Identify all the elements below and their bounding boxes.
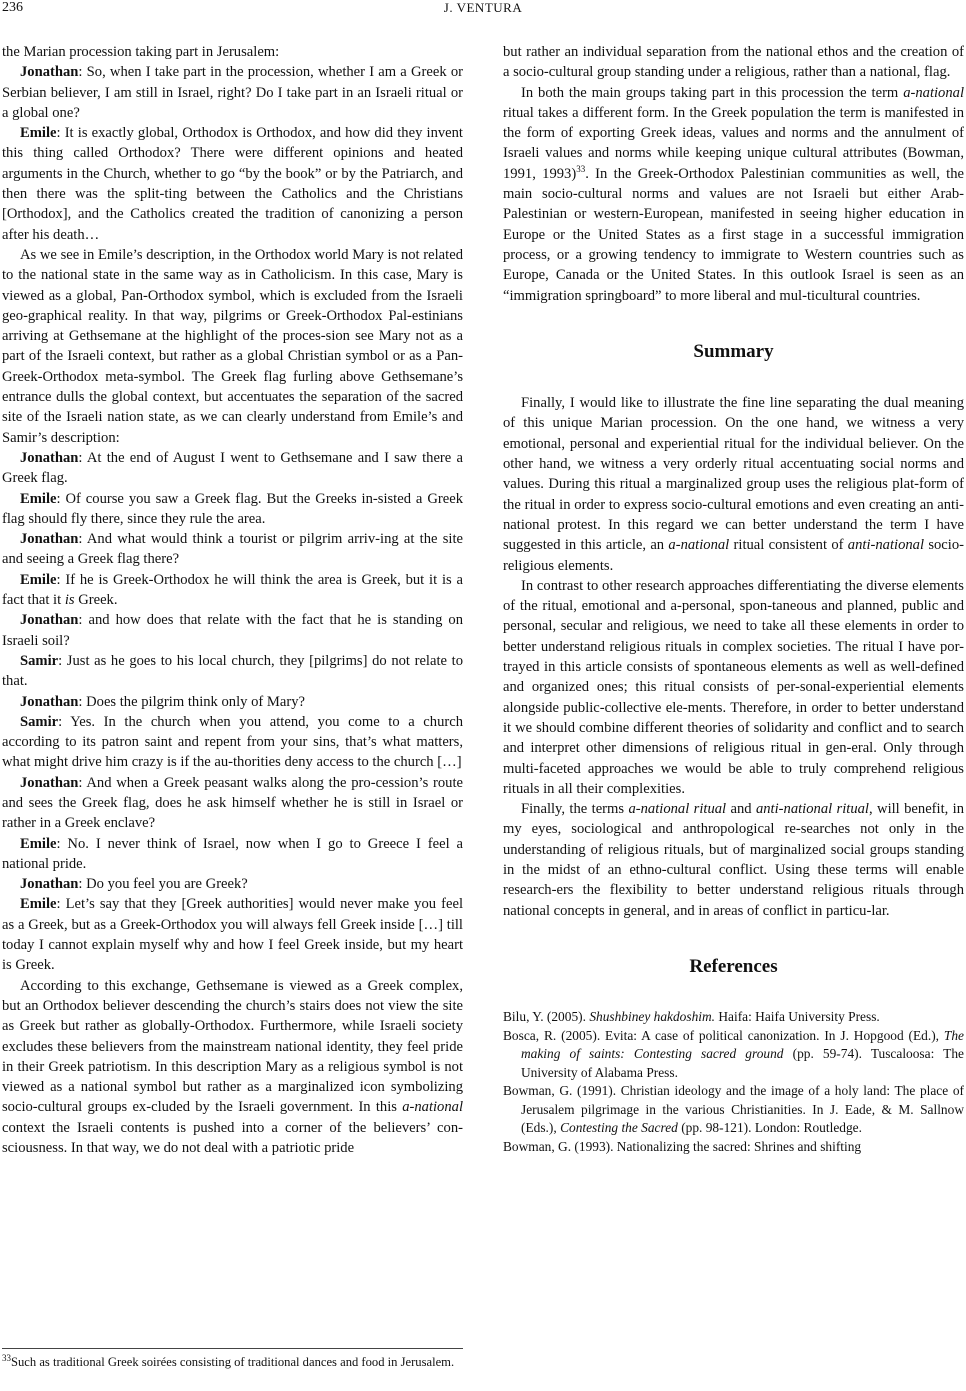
dialogue-line (2, 529, 463, 570)
speaker-name: Jonathan (20, 449, 79, 466)
page-header (0, 0, 966, 22)
paragraph (503, 83, 964, 306)
paragraph: the Marian procession taking part in Jerusalem: (2, 44, 280, 60)
paragraph-text: In both the main groups taking part in this procession the term (521, 84, 904, 101)
dialogue-text: : Yes. In the church when you attend, you come to a church according to its patron saint and repent from your sins, that’s what matters, what might drive him crazy is if the au-thorities deny access to the church […] (2, 713, 463, 771)
italic-text: a-national (903, 84, 964, 101)
reference-title: Shushbiney hakdoshim. (589, 1009, 716, 1025)
dialogue-line (2, 834, 463, 875)
reference-entry: Bowman, G. (1993). Nationalizing the sacred: Shrines and shifting (503, 1138, 862, 1154)
dialogue-text: : It is exactly global, Orthodox is Orthodox, and how did they invent this thing called Orthodox? There were different opinions and heated arguments in the Church, whether to go “by the book” or by the Patriarch, and then there was the split-ting between the Catholics and the Christians [Orthodox], and the Catholics created the tradition of canonizing a person after his death… (2, 125, 463, 243)
speaker-name: Emile (20, 125, 57, 142)
paragraph-text: ritual consistent of (729, 537, 848, 554)
dialogue-line (2, 610, 463, 651)
dialogue-text: : Let’s say that they [Greek authorities] would never make you feel as a Greek, but as a Greek-Orthodox you will always fell Greek inside […] till today I cannot explain myself why and how I feel Greek inside, but my heart is Greek. (2, 896, 463, 974)
dialogue-text: : Does the pilgrim think only of Mary? (78, 693, 305, 710)
dialogue-text: : No. I never think of Israel, now when I go to Greece I feel a national pride. (2, 835, 463, 872)
dialogue-text: : Just as he goes to his local church, they [pilgrims] do not relate to that. (2, 652, 463, 690)
left-column (2, 42, 463, 1158)
dialogue-text: : Of course you saw a Greek flag. But the Greeks in-sisted a Greek flag should fly there, since they rule the area. (2, 490, 463, 527)
paragraph: In contrast to other research approaches differentiating the diverse elements of the ritual, emotional and a-personal, spon-taneous and planned, public and personal, secular and religious, we need to take all these elements in order to better understand religious rituals in complex societies. The ritual I have por-trayed in this article consists of spontaneous elements as well as well-defined and organized ones; this ritual consists of per-sonal-experiential elements alongside public-collective ele-ments. Therefore, in order to better understand it we should combine different theories of solidarity and conflict and to search and interpret other dimensions of religious ritual in gen-eral. Only through multi-faceted approaches we would be able to truly comprehend religious rituals in all their complexities. (503, 577, 964, 797)
speaker-name: Jonathan (20, 774, 79, 791)
reference-text: Haifa: Haifa University Press. (715, 1009, 880, 1025)
paragraph (503, 799, 964, 921)
dialogue-line (2, 894, 463, 975)
speaker-name: Emile (20, 571, 57, 588)
reference-entry (503, 1082, 964, 1138)
footnote-marker: 33 (576, 163, 586, 174)
paragraph-text: Finally, I would like to illustrate the fine line separating the dual meaning of this unique Marian procession. On the one hand, we witness a very emotional, personal and experiential ritual for the individual believer. On the other hand, we witness a very orderly ritual accentuating social norms and values. During this ritual a marginalized group uses the religious plat-form of the ritual in order to express socio-cultural emotions and even creating an anti-national protest. In this regard we can better understand the term I have suggested in this article, an (503, 395, 964, 554)
paragraph-text: Finally, the terms (521, 801, 629, 818)
paragraph: but rather an individual separation from the national ethos and the creation of a socio-cultural group standing under a religious, rather than a national, flag. (503, 44, 964, 81)
dialogue-line (2, 651, 463, 692)
paragraph-text: and (726, 801, 756, 818)
dialogue-line (2, 489, 463, 530)
dialogue-line (2, 570, 463, 611)
footnote-text: Such as traditional Greek soirées consisting of traditional dances and food in Jerusalem. (11, 1355, 455, 1369)
speaker-name: Jonathan (20, 693, 79, 710)
speaker-name: Jonathan (20, 64, 79, 81)
dialogue-line (2, 123, 463, 245)
paragraph-text: context the Israeli contents is pushed into a corner of the believers’ con-sciousness. In that way, we do not deal with a patriotic pride (2, 1119, 463, 1157)
dialogue-text: : And when a Greek peasant walks along the pro-cession’s route and sees the Greek flag, does he ask himself whether he is still in Israel or rather in a Greek enclave? (2, 774, 463, 832)
paragraph-text: , will benefit, in my eyes, sociological and anthropological re-searches not only in the understanding of religious rituals, but of marginalized social groups standing in the midst of an ethno-cultural conflict. Using these terms will enable research-ers the flexibility to better understand religious rituals through national concepts in general, and in areas of conflict in particu-lar. (503, 801, 965, 919)
italic-text: is (64, 592, 75, 609)
paragraph: As we see in Emile’s description, in the Orthodox world Mary is not related to the national state in the same way as in Catholicism. In this case, Mary is viewed as a global, Pan-Orthodox symbol, which is excluded from the Israeli geo-graphical reality. In that way, pilgrims or Greek-Orthodox Pal-estinians arriving at Gethsemane at the highlight of the proces-sion see Mary not as a part of the Israeli context, but rather as a global Christian symbol or as a Pan-Greek-Orthodox meta-symbol. The Greek flag furling above Gethsemane’s entrance dulls the global context, but accentuates the separation of the sacred site of the Israeli nation state, as we can clearly understand from Emile’s and Samir’s description: (2, 246, 463, 446)
right-column (503, 42, 964, 1156)
footnote-number: 33 (2, 1352, 11, 1363)
speaker-name: Emile (20, 835, 57, 852)
footnote (2, 1353, 463, 1371)
italic-text: a-national (668, 537, 730, 554)
reference-title: The making of saints: Contesting sacred ground (521, 1027, 964, 1062)
dialogue-line (2, 62, 463, 123)
dialogue-text: : and how does that relate with the fact that he is standing on Israeli soil? (2, 612, 463, 649)
reference-text: (pp. 59-74). Tuscaloosa: The University of Alabama Press. (521, 1046, 964, 1080)
italic-text: a-national ritual (628, 801, 727, 818)
reference-text: (pp. 98-121). London: Routledge. (677, 1120, 862, 1136)
speaker-name: Emile (20, 896, 57, 913)
dialogue-text: : And what would think a tourist or pilgrim arriv-ing at the site and seeing a Greek flag there? (2, 531, 463, 568)
dialogue-line (2, 692, 463, 712)
paragraph-text: According to this exchange, Gethsemane is viewed as a Greek complex, but an Orthodox believer descending the church’s stairs does not view the site as Greek but rather as globally-Orthodox. Furthermore, while Israeli society excludes these believers from the mainstream national identity, they feel pride in their Greek patriotism. In this description Mary as a religious symbol is not viewed as a national symbol but rather as a marginalized icon symbolizing socio-cultural groups ex-cluded by the Israeli government. In this (2, 977, 463, 1116)
dialogue-line (2, 874, 463, 894)
paragraph (2, 976, 463, 1159)
speaker-name: Emile (20, 490, 57, 507)
paragraph (503, 393, 964, 576)
footnote-divider (2, 1348, 463, 1349)
speaker-name: Jonathan (20, 531, 79, 548)
speaker-name: Jonathan (20, 612, 79, 629)
reference-entry (503, 1008, 964, 1027)
dialogue-text: Greek. (74, 592, 118, 609)
dialogue-line (2, 773, 463, 834)
dialogue-text: : At the end of August I went to Gethsemane and I saw there a Greek flag. (2, 449, 463, 487)
reference-title: Contesting the Sacred (560, 1120, 678, 1136)
paragraph-text: . In the Greek-Orthodox Palestinian communities as well, the main socio-cultural norms and values are not Israeli but either Arab-Palestinian or western-European, manifested in seeing higher education in Europe or the United States as a first stage in a successful immigration process, or a growing tendency to immigrate to Western countries such as Europe, Canada or the United States. In this outlook Israel is seen as an “immigration springboard” to more liberal and mul-ticultural countries. (503, 165, 964, 304)
dialogue-text: : Do you feel you are Greek? (78, 876, 248, 893)
section-heading-references: References (689, 955, 778, 977)
dialogue-line (2, 448, 463, 489)
speaker-name: Samir (20, 713, 59, 730)
reference-text: Bowman, G. (1991). Christian ideology and the image of a holy land: The place of Jerusalem pilgrimage in the various Christianities. In J. Eade, & M. Sallnow (Eds.), (503, 1083, 964, 1136)
reference-text: Bosca, R. (2005). Evita: A case of political canonization. In J. Hopgood (Ed.), (503, 1027, 944, 1043)
page-number: 236 (2, 0, 23, 15)
dialogue-text: : So, when I take part in the procession, whether I am a Greek or Serbian believer, I am still in Israel, right? Do I take part in an Israeli ritual or a global one? (2, 64, 463, 121)
reference-text: Bilu, Y. (2005). (503, 1009, 590, 1025)
italic-text: a-national (402, 1099, 463, 1116)
italic-text: anti-national (847, 537, 925, 554)
running-head: J. VENTURA (443, 0, 523, 15)
paragraph-text: socio-religious elements. (503, 537, 964, 574)
speaker-name: Samir (20, 652, 59, 669)
dialogue-text: : If he is Greek-Orthodox he will think the area is Greek, but it is a fact that it (2, 571, 463, 609)
italic-text: anti-national ritual (755, 801, 869, 818)
paragraph-text: ritual takes a different form. In the Greek population the term is manifested in the form of exporting Greek ideas, values and norms and the annulment of Israeli values and norms while keeping unique cultural attributes (Bowman, 1991, 1993) (503, 104, 964, 182)
reference-entry (503, 1027, 964, 1083)
dialogue-line (2, 712, 463, 773)
speaker-name: Jonathan (20, 876, 79, 893)
section-heading-summary: Summary (693, 340, 774, 362)
